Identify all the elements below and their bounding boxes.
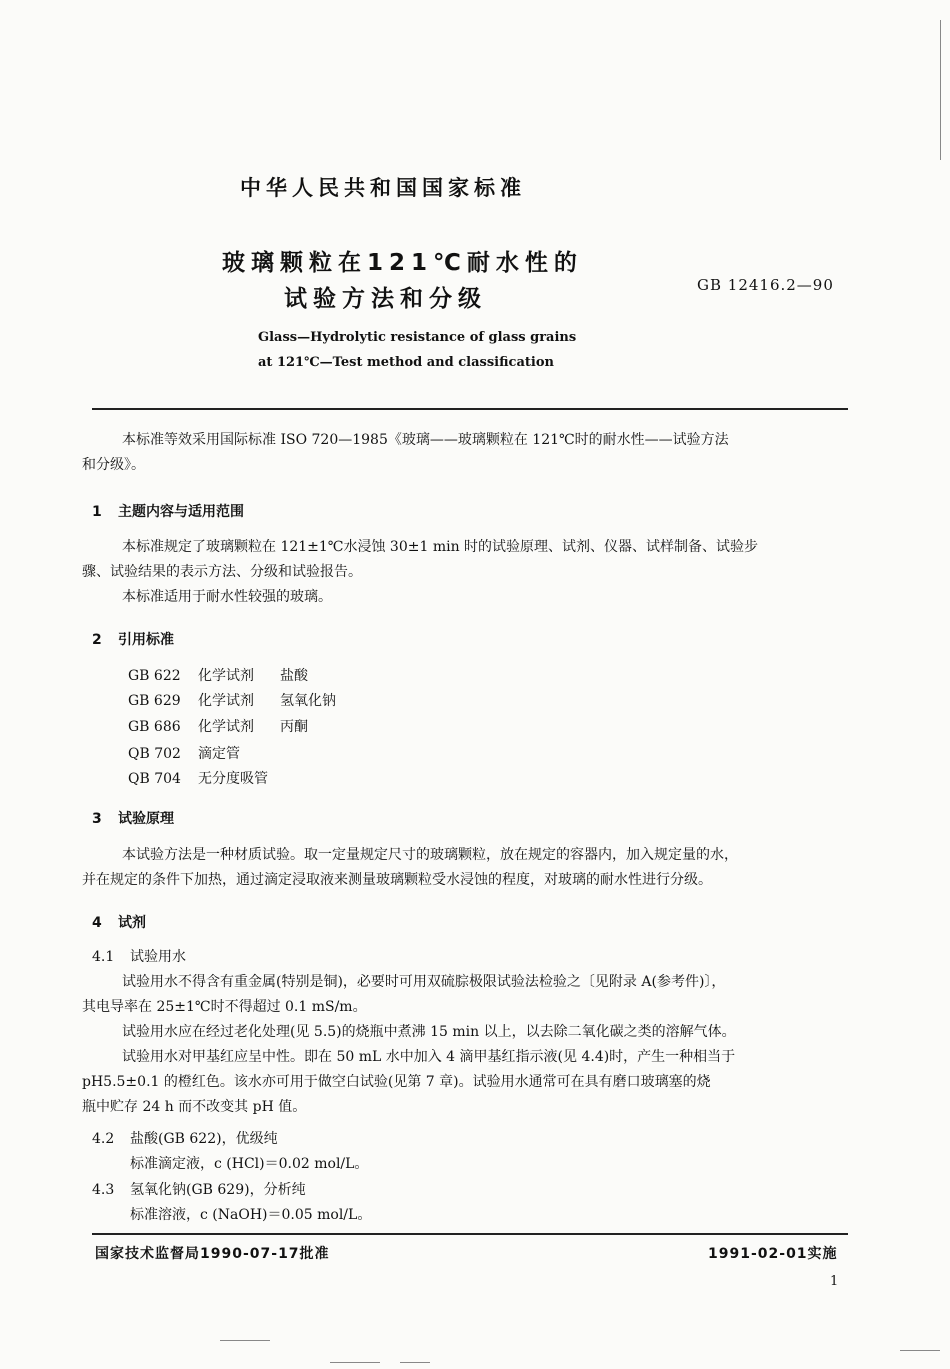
reference-category: 化学试剂 bbox=[198, 668, 254, 684]
reference-row bbox=[128, 716, 308, 736]
subsection-number: 4.2 bbox=[92, 1131, 115, 1147]
paragraph-line: 骤、试验结果的表示方法、分级和试验报告。 bbox=[82, 564, 362, 580]
reference-category: 滴定管 bbox=[198, 746, 240, 762]
subsection-title: 盐酸(GB 622)，优级纯 bbox=[130, 1131, 278, 1147]
document-title-line-1: 玻璃颗粒在121℃耐水性的 bbox=[222, 250, 583, 276]
scan-edge-mark bbox=[900, 1350, 940, 1351]
reference-code: GB 629 bbox=[128, 693, 181, 709]
intro-paragraph bbox=[82, 428, 847, 478]
section-3-body bbox=[82, 843, 847, 893]
subsection-4-1-heading bbox=[92, 946, 186, 966]
paragraph-line: pH5.5±0.1 的橙红色。该水亦可用于做空白试验(见第 7 章)。试验用水通常可在具有磨口玻璃塞的烧 bbox=[82, 1074, 711, 1090]
section-1-body bbox=[82, 535, 847, 610]
standard-number: GB 12416.2—90 bbox=[697, 276, 834, 294]
footer-divider bbox=[92, 1233, 848, 1235]
paragraph-line: 本标准规定了玻璃颗粒在 121±1℃水浸蚀 30±1 min 时的试验原理、试剂、仪器、试样制备、试验步 bbox=[122, 539, 759, 555]
section-number: 2 bbox=[92, 632, 102, 648]
reference-code: GB 622 bbox=[128, 668, 181, 684]
section-title: 试剂 bbox=[118, 915, 146, 931]
scan-edge-mark bbox=[940, 20, 941, 160]
reference-category: 无分度吸管 bbox=[198, 771, 268, 787]
reference-code: QB 704 bbox=[128, 771, 181, 787]
subsection-4-1-body bbox=[82, 970, 847, 1120]
paragraph-line: 试验用水对甲基红应呈中性。即在 50 mL 水中加入 4 滴甲基红指示液(见 4.4)时，产生一种相当于 bbox=[122, 1049, 736, 1065]
reference-row bbox=[128, 743, 280, 763]
section-number: 4 bbox=[92, 915, 102, 931]
reference-row bbox=[128, 768, 280, 788]
document-title-line-2: 试验方法和分级 bbox=[284, 286, 487, 312]
subsection-number: 4.3 bbox=[92, 1182, 115, 1198]
section-title: 试验原理 bbox=[118, 811, 174, 827]
paragraph-line: 本试验方法是一种材质试验。取一定量规定尺寸的玻璃颗粒，放在规定的容器内，加入规定量的水， bbox=[122, 847, 738, 863]
section-1-heading bbox=[92, 501, 244, 521]
section-title: 主题内容与适用范围 bbox=[118, 504, 244, 520]
reference-row bbox=[128, 665, 308, 685]
english-title-line-2: at 121℃—Test method and classification bbox=[258, 355, 554, 370]
scan-edge-mark bbox=[400, 1362, 430, 1363]
subsection-4-3-heading bbox=[92, 1179, 306, 1199]
page-number: 1 bbox=[830, 1274, 839, 1289]
intro-line-1: 本标准等效采用国际标准 ISO 720—1985《玻璃——玻璃颗粒在 121℃时的耐水性——试验方法 bbox=[122, 432, 729, 448]
effective-date: 1991-02-01实施 bbox=[708, 1246, 838, 1262]
scan-edge-mark bbox=[330, 1362, 380, 1363]
reference-name: 丙酮 bbox=[280, 719, 308, 735]
reference-category: 化学试剂 bbox=[198, 693, 254, 709]
paragraph-line: 试验用水应在经过老化处理(见 5.5)的烧瓶中煮沸 15 min 以上，以去除二氧化碳之类的溶解气体。 bbox=[122, 1024, 736, 1040]
intro-line-2: 和分级》。 bbox=[82, 457, 145, 473]
section-number: 3 bbox=[92, 811, 102, 827]
national-standard-title: 中华人民共和国国家标准 bbox=[240, 176, 526, 200]
section-number: 1 bbox=[92, 504, 102, 520]
paragraph-line: 并在规定的条件下加热，通过滴定浸取液来测量玻璃颗粒受水浸蚀的程度，对玻璃的耐水性进行分级。 bbox=[82, 872, 712, 888]
section-title: 引用标准 bbox=[118, 632, 174, 648]
section-3-heading bbox=[92, 808, 174, 828]
paragraph-line: 本标准适用于耐水性较强的玻璃。 bbox=[122, 589, 332, 605]
subsection-4-2-detail: 标准滴定液，c (HCl)＝0.02 mol/L。 bbox=[130, 1156, 369, 1172]
header-divider bbox=[92, 408, 848, 410]
reference-row bbox=[128, 690, 336, 710]
paragraph-line: 试验用水不得含有重金属(特别是铜)，必要时可用双硫腙极限试验法检验之〔见附录 A(参考件)〕， bbox=[122, 974, 726, 990]
subsection-title: 氢氧化钠(GB 629)，分析纯 bbox=[130, 1182, 306, 1198]
reference-name: 氢氧化钠 bbox=[280, 693, 336, 709]
english-title-line-1: Glass—Hydrolytic resistance of glass grains bbox=[258, 330, 577, 345]
paragraph-line: 瓶中贮存 24 h 而不改变其 pH 值。 bbox=[82, 1099, 307, 1115]
reference-category: 化学试剂 bbox=[198, 719, 254, 735]
reference-code: GB 686 bbox=[128, 719, 181, 735]
approval-date: 国家技术监督局1990-07-17批准 bbox=[95, 1246, 330, 1262]
subsection-number: 4.1 bbox=[92, 949, 115, 965]
reference-code: QB 702 bbox=[128, 746, 181, 762]
scan-edge-mark bbox=[220, 1340, 270, 1341]
reference-name: 盐酸 bbox=[280, 668, 308, 684]
subsection-4-3-detail: 标准溶液，c (NaOH)＝0.05 mol/L。 bbox=[130, 1207, 372, 1223]
subsection-4-2-heading bbox=[92, 1128, 278, 1148]
section-4-heading bbox=[92, 912, 146, 932]
subsection-title: 试验用水 bbox=[130, 949, 186, 965]
paragraph-line: 其电导率在 25±1℃时不得超过 0.1 mS/m。 bbox=[82, 999, 367, 1015]
section-2-heading bbox=[92, 629, 174, 649]
